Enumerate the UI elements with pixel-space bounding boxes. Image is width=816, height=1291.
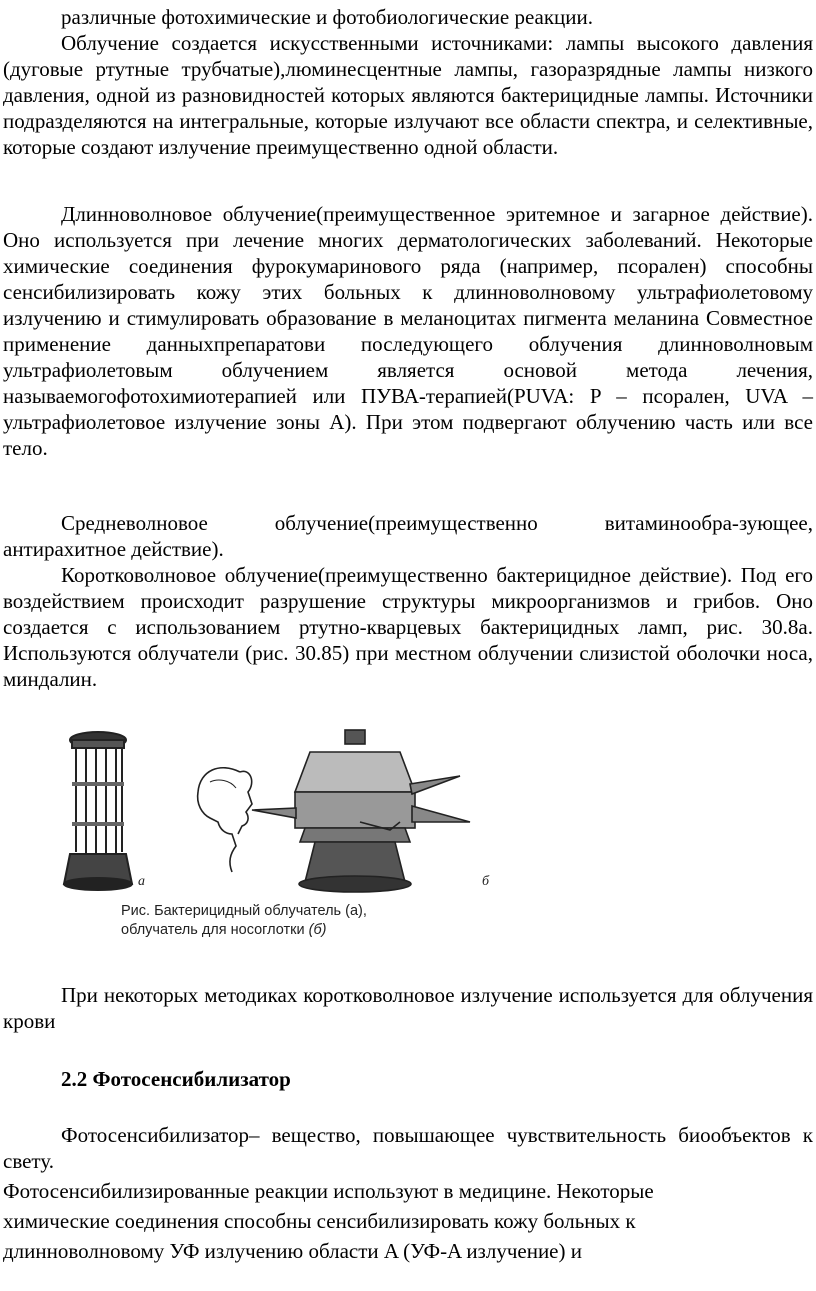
figure-caption bbox=[121, 902, 441, 940]
bactericidal-lamp-drawing bbox=[64, 732, 132, 890]
figure-label-a: а bbox=[138, 874, 145, 889]
paragraph-sources: Облучение создается искусственными источниками: лампы высокого давления (дуговые ртутные трубчатые),люминесцентные лампы, газоразрядные лампы низкого давления, одной из разновидностей которых являются бактерицидные лампы. Источники подразделяются на интегральные, которые излучают все области спектра, и селективные, которые создают излучение преимущественно одной области. bbox=[3, 31, 813, 159]
caption-line-2-italic: (б) bbox=[308, 922, 327, 938]
irradiator-illustration bbox=[60, 722, 520, 902]
paragraph-blood-irradiation: При некоторых методиках коротковолновое излучение используется для облучения крови bbox=[3, 983, 813, 1033]
paragraph-short-wave: Коротковолновое облучение(преимущественно бактерицидное действие). Под его воздействием происходит разрушение структуры микроорганизмов и грибов. Оно создается с использованием ртутно-кварцевых бактерицидных ламп, рис. 30.8а. Используются облучатели (рис. 30.85) при местном облучении слизистой оболочки носа, миндалин. bbox=[3, 563, 813, 691]
section-heading: 2.2 Фотосенсибилизатор bbox=[61, 1067, 291, 1091]
face-profile-drawing bbox=[198, 768, 252, 872]
paragraph-photosensitizer-definition: Фотосенсибилизатор– вещество, повышающее чувствительность биообъектов к свету. bbox=[3, 1123, 813, 1173]
paragraph-long-wave: Длинноволновое облучение(преимущественное эритемное и загарное действие). Оно используется при лечение многих дерматологических заболеваний. Некоторые химические соединения фурокумаринового ряда (например, псорален) способны сенсибилизировать кожу этих больных к длинноволновому ультрафиолетовому излучению и стимулировать образование в меланоцитах пигмента меланина Совместное применение данныхпрепаратови последующего облучения длинноволновым ультрафиолетовым облучением является основой метода лечения, называемогофотохимиотерапией или ПУВА-терапией(PUVA: P – псорален, UVA – ультрафиолетовое излучение зоны A). При этом подвергают облучению часть или все тело. bbox=[3, 202, 813, 460]
paragraph-medium-wave: Средневолновое облучение(преимущественно витаминообра-зующее, антирахитное действие). bbox=[3, 511, 813, 561]
paragraph-intro-end: различные фотохимические и фотобиологические реакции. bbox=[61, 5, 594, 29]
figure-label-b: б bbox=[482, 874, 490, 889]
caption-line-1: Рис. Бактерицидный облучатель (а), bbox=[121, 903, 367, 919]
caption-line-2-main: облучатель для носоглотки bbox=[121, 922, 309, 938]
paragraph-photosensitized-reactions: Фотосенсибилизированные реакции используют в медицине. Некоторые химические соединения способны сенсибилизировать кожу больных к длинноволновому УФ излучению области A (УФ-A излучение) и bbox=[3, 1179, 654, 1263]
nasopharynx-irradiator-drawing bbox=[252, 730, 470, 892]
caption-line-2 bbox=[121, 921, 441, 940]
